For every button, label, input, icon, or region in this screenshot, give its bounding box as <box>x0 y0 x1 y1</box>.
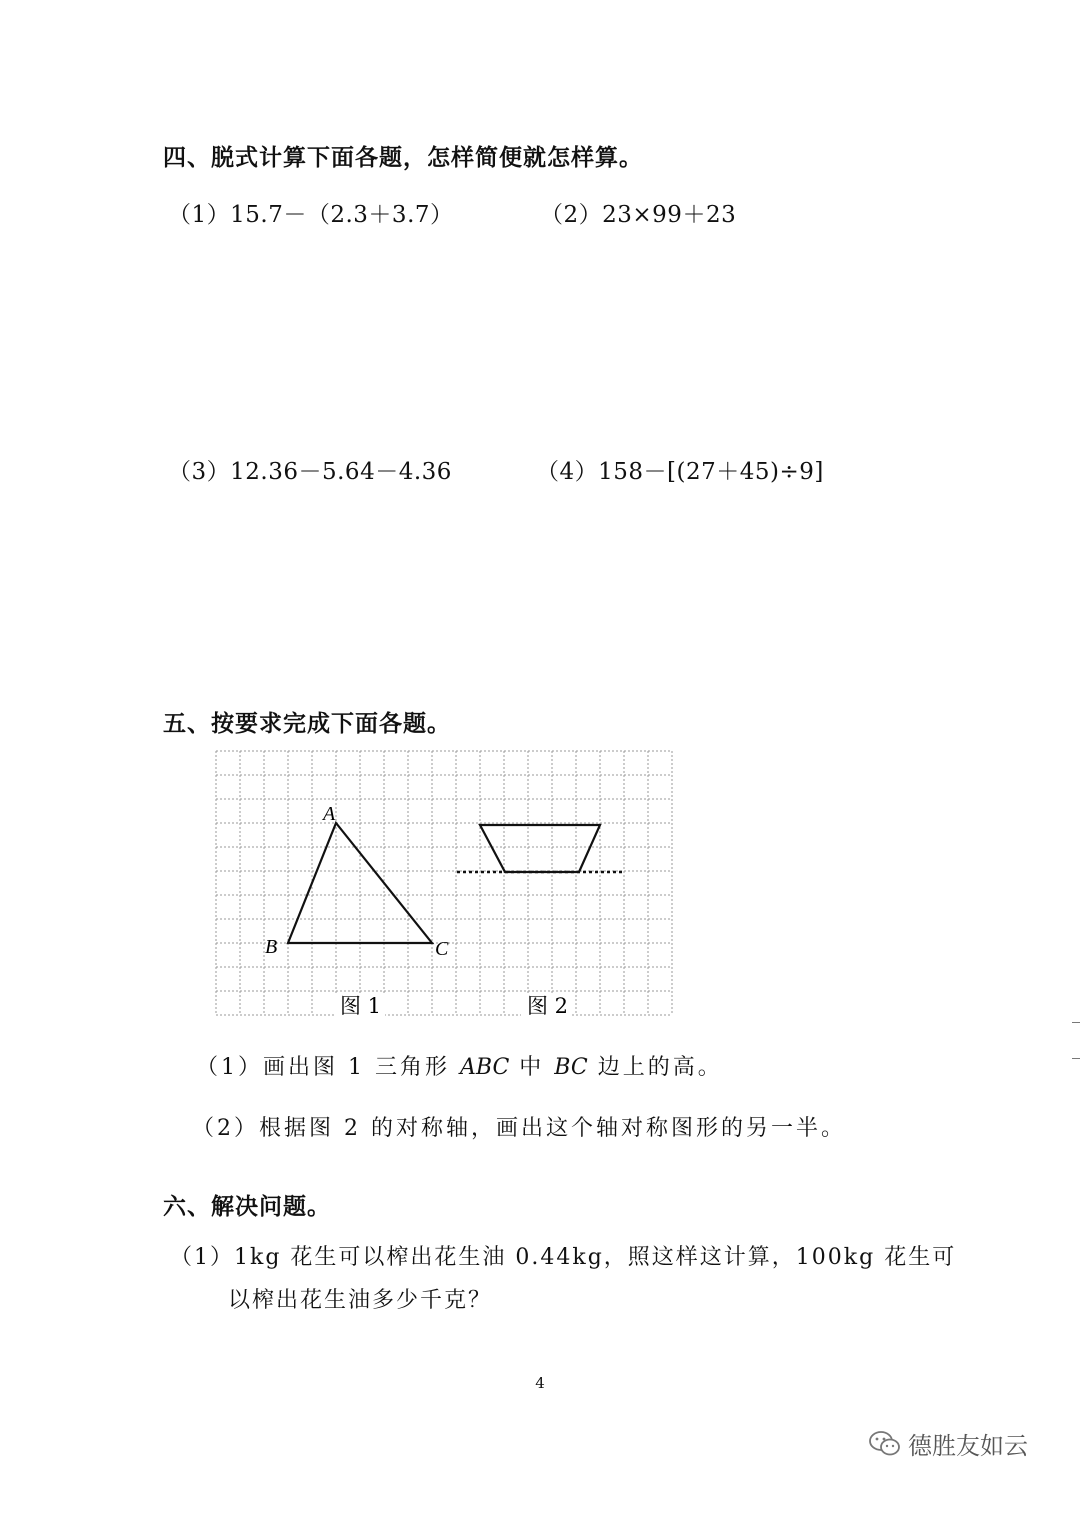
problem-text-line1: 1kg 花生可以榨出花生油 0.44kg，照这样这计算，100kg 花生可 <box>234 1245 957 1270</box>
task-text: 中 <box>509 1055 555 1080</box>
problem-3 <box>168 453 452 486</box>
section6-heading: 六、解决问题。 <box>163 1194 331 1220</box>
triangle-name: ABC <box>459 1055 510 1080</box>
point-b-label: B <box>265 936 278 958</box>
problem-6-1 <box>170 1240 956 1271</box>
problem-expression: 23×99＋23 <box>602 202 737 228</box>
watermark <box>868 1426 1028 1461</box>
problem-number: （4） <box>536 459 599 485</box>
problem-1 <box>168 196 454 229</box>
section5-heading: 五、按要求完成下面各题。 <box>163 711 451 737</box>
grid-lines <box>216 751 672 1015</box>
task-text: 画出图 1 三角形 <box>263 1055 460 1080</box>
problem-expression: 158－[(27＋45)÷9] <box>598 459 824 485</box>
half-trapezoid <box>480 825 600 872</box>
section4-heading: 四、脱式计算下面各题，怎样简便就怎样算。 <box>163 145 643 171</box>
wechat-icon <box>868 1430 902 1458</box>
task-text: 边上的高。 <box>587 1055 723 1080</box>
figure-caption-1: 图 1 <box>340 994 382 1018</box>
problem-expression: 15.7－（2.3＋3.7） <box>230 202 454 228</box>
problem-6-1-line2: 以榨出花生油多少千克？ <box>228 1288 493 1313</box>
task-text: 根据图 2 的对称轴，画出这个轴对称图形的另一半。 <box>259 1116 846 1141</box>
task-1 <box>196 1050 723 1081</box>
edge-mark <box>1072 1058 1080 1059</box>
task-number: （1） <box>196 1055 263 1080</box>
problem-4 <box>536 453 824 486</box>
task-number: （2） <box>192 1116 259 1141</box>
page-number: 4 <box>535 1374 545 1392</box>
point-c-label: C <box>435 938 449 960</box>
edge-mark <box>1072 1022 1080 1023</box>
problem-number: （3） <box>168 459 231 485</box>
side-name: BC <box>554 1055 588 1080</box>
problem-number: （1） <box>170 1245 234 1270</box>
problem-2 <box>540 196 736 229</box>
point-a-label: A <box>323 803 336 825</box>
figure-caption-2: 图 2 <box>527 994 569 1018</box>
problem-expression: 12.36－5.64－4.36 <box>230 459 452 485</box>
grid-figure <box>215 750 675 1020</box>
problem-number: （2） <box>540 202 603 228</box>
problem-number: （1） <box>168 202 231 228</box>
task-2 <box>192 1111 846 1142</box>
watermark-text: 德胜友如云 <box>908 1432 1028 1460</box>
